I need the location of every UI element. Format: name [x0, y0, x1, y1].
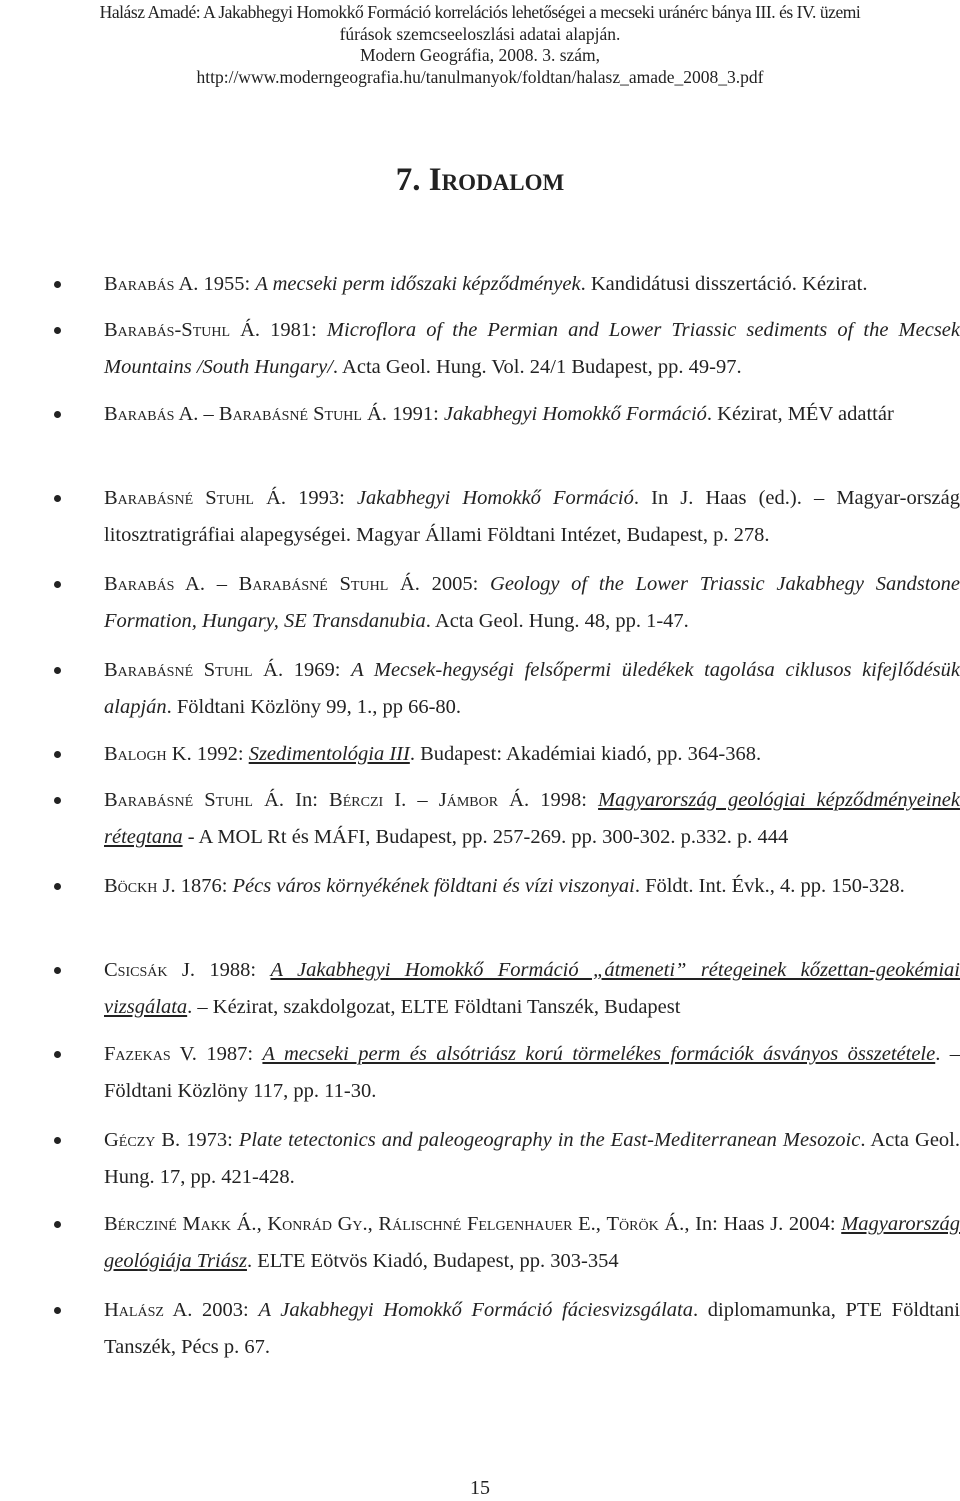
reference-author: Halász A. [104, 1299, 193, 1321]
reference-item [104, 1206, 960, 1280]
reference-year: 1992: [191, 743, 249, 765]
section-title: 7. Irodalom [395, 162, 565, 198]
reference-author: Barabás-Stuhl Á. [104, 319, 261, 341]
reference-source: . Kézirat, MÉV adattár [706, 403, 894, 425]
reference-title: Jakabhegyi Homokkő Formáció [356, 487, 634, 509]
reference-item [104, 1292, 960, 1366]
reference-source: . Földtani Közlöny 99, 1., pp 66-80. [166, 696, 462, 718]
reference-source: - A MOL Rt és MÁFI, Budapest, pp. 257-269. pp. 300-302. p.332. p. 444 [182, 826, 789, 848]
reference-source: . Acta Geol. Hung. Vol. 24/1 Budapest, pp. 49-97. [332, 356, 742, 378]
reference-author: Barabásné Stuhl Á. [104, 487, 286, 509]
reference-title: Pécs város környékének földtani és vízi viszonyai [232, 875, 635, 897]
reference-year: 1988: [194, 959, 271, 981]
reference-author: Bércziné Makk Á. [104, 1213, 257, 1235]
reference-item [104, 652, 960, 726]
reference-year: 1991: [386, 403, 444, 425]
reference-source: . Acta Geol. Hung. 48, pp. 1-47. [425, 610, 689, 632]
reference-year: 2003: [192, 1299, 259, 1321]
reference-item [104, 868, 960, 905]
header-line-2: fúrások szemcseeloszlási adatai alapján. [339, 23, 621, 44]
reference-title: A Mecsek-hegységi felsőpermi üledékek tagolása ciklusos kifejlődésük alapján [104, 659, 960, 718]
reference-title: Geology of the Lower Triassic Jakabhegy Sandstone Formation, Hungary, SE Transdanubia [104, 573, 960, 632]
reference-source: . In J. Haas (ed.). – Magyar-ország litosztratigráfiai alapegységei. Magyar Állami Földtani Intézet, Budapest, p. 278. [104, 487, 960, 546]
reference-separator: – [204, 573, 239, 595]
reference-year: 1973: [180, 1129, 239, 1151]
reference-year: , In: Haas J. 2004: [684, 1213, 842, 1235]
reference-title: Jakabhegyi Homokkő Formáció [443, 403, 707, 425]
reference-author: Csicsák J. [104, 959, 195, 981]
reference-title: A mecseki perm és alsótriász korú törmelékes formációk ásványos összetétele [262, 1043, 936, 1065]
reference-author: Török Á. [606, 1213, 685, 1235]
reference-author: Jámbor Á. [438, 789, 530, 811]
reference-source: . – Földtani Közlöny 117, pp. 11-30. [104, 1043, 960, 1102]
reference-author: Barabásné Stuhl Á. [104, 659, 284, 681]
reference-title: A mecseki perm időszaki képződmények [255, 273, 581, 295]
reference-item [104, 1036, 960, 1110]
reference-author: Barabás A. [104, 403, 199, 425]
reference-separator: , [256, 1213, 268, 1235]
reference-author: Barabásné Stuhl Á. [238, 573, 420, 595]
reference-source: . ELTE Eötvös Kiadó, Budapest, pp. 303-354 [246, 1250, 619, 1272]
reference-title: A Jakabhegyi Homokkő Formáció fáciesvizsgálata [258, 1299, 693, 1321]
reference-source: . diplomamunka, PTE Földtani Tanszék, Pécs p. 67. [104, 1299, 960, 1358]
header-line-3: Modern Geográfia, 2008. 3. szám, [359, 45, 601, 65]
reference-source: . Kandidátusi disszertáció. Kézirat. [580, 273, 868, 295]
reference-item [104, 396, 960, 433]
reference-separator: In: [284, 789, 330, 811]
reference-item [104, 1122, 960, 1196]
reference-author: Barabásné Stuhl Á. [218, 403, 387, 425]
reference-year: 1993: [286, 487, 357, 509]
reference-separator: , [367, 1213, 379, 1235]
reference-year: 1998: [529, 789, 599, 811]
reference-year: 1987: [196, 1043, 263, 1065]
reference-author: Géczy B. [104, 1129, 181, 1151]
reference-title: Szedimentológia III [248, 743, 410, 765]
reference-item [104, 782, 960, 856]
reference-item [104, 312, 960, 386]
reference-separator: , [595, 1213, 607, 1235]
reference-source: . Budapest: Akadémiai kiadó, pp. 364-368. [409, 743, 762, 765]
reference-separator: – [406, 789, 439, 811]
reference-title: Magyarország geológiája Triász [104, 1213, 960, 1272]
header-line-1: Halász Amadé: A Jakabhegyi Homokkő Formáció korrelációs lehetőségei a mecseki uránérc bánya III. és IV. üzemi [99, 2, 861, 22]
reference-author: Balogh K. [104, 743, 192, 765]
reference-separator: – [198, 403, 219, 425]
reference-author: Konrád Gy. [267, 1213, 368, 1235]
reference-title: Plate tetectonics and paleogeography in the East-Mediterranean Mesozoic [238, 1129, 861, 1151]
reference-item [104, 736, 960, 773]
reference-item [104, 266, 960, 303]
reference-year: 1955: [198, 273, 256, 295]
reference-title: Microflora of the Permian and Lower Triassic sediments of the Mecsek Mountains /South Hungary/ [104, 319, 960, 378]
reference-item [104, 480, 960, 554]
reference-author: Fazekas V. [104, 1043, 197, 1065]
reference-author: Barabásné Stuhl Á. [104, 789, 285, 811]
reference-source: . – Kézirat, szakdolgozat, ELTE Földtani Tanszék, Budapest [187, 996, 681, 1018]
reference-author: Bérczi I. [329, 789, 407, 811]
page-number: 15 [470, 1477, 490, 1499]
reference-year: 1969: [283, 659, 352, 681]
reference-year: 1981: [260, 319, 327, 341]
reference-author: Rálischné Felgenhauer E. [378, 1213, 596, 1235]
reference-item [104, 952, 960, 1026]
reference-author: Barabás A. [104, 573, 205, 595]
reference-author: Barabás A. [104, 273, 199, 295]
reference-item [104, 566, 960, 640]
reference-source: . Acta Geol. Hung. 17, pp. 421-428. [104, 1129, 960, 1188]
reference-year: 1876: [175, 875, 233, 897]
header-url: http://www.moderngeografia.hu/tanulmanyok/foldtan/halasz_amade_2008_3.pdf [196, 66, 764, 87]
reference-source: . Földt. Int. Évk., 4. pp. 150-328. [634, 875, 905, 897]
reference-title: A Jakabhegyi Homokkő Formáció „átmeneti” rétegeinek kőzettan-geokémiai vizsgálata [104, 959, 960, 1018]
reference-author: Böckh J. [104, 875, 176, 897]
reference-title: Magyarország geológiai képződményeinek rétegtana [104, 789, 960, 848]
reference-year: 2005: [419, 573, 491, 595]
